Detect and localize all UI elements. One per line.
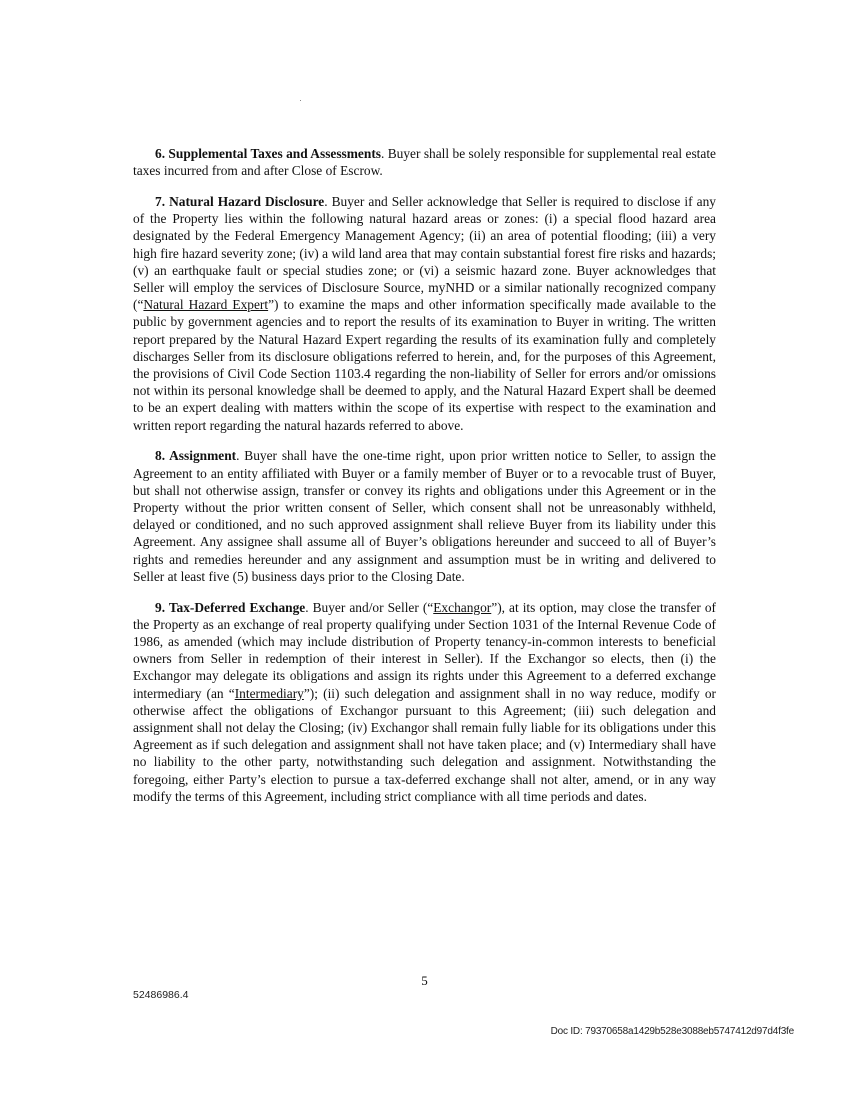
paragraph-text: . Buyer and Seller acknowledge that Seller is required to disclose if any of the Property lies within the following natural hazard areas or zones: (i) a special flood hazard area designated by the Federal Emergency Management Agency; (ii) an area of potential flooding; (iii) a very high fire hazard severity zone; (iv) a wild land area that may contain substantial forest fire risks and hazards; (v) an earthquake fault or special studies zone; or (vi) a seismic hazard zone. Buyer acknowledges that Seller will employ the services of Disclosure Source, myNHD or a similar nationally recognized company (“ bbox=[133, 194, 716, 313]
paragraph-text: . Buyer and/or Seller (“ bbox=[305, 599, 434, 615]
section-paragraph bbox=[133, 145, 716, 179]
defined-term: Exchangor bbox=[433, 599, 492, 615]
page-number: 5 bbox=[421, 973, 428, 988]
paragraph-text: . Buyer shall have the one-time right, upon prior written notice to Seller, to assign the Agreement to an entity affiliated with Buyer or a family member of Buyer or to a revocable trust of Buyer, but shall not otherwise assign, transfer or convey its rights and obligations under this Agreement or in the Property without the prior written consent of Seller, which consent shall not be unreasonably withheld, delayed or conditioned, and no such approved assignment shall relieve Buyer from its liability under this Agreement. Any assignee shall assume all of Buyer’s obligations hereunder and succeed to all of Buyer’s rights and remedies hereunder and any assignment and assumption must be in writing and delivered to Seller at least five (5) business days prior to the Closing Date. bbox=[133, 448, 716, 584]
section-heading: 8. Assignment bbox=[155, 448, 237, 464]
document-body bbox=[133, 145, 716, 819]
paragraph-text: ”); (ii) such delegation and assignment shall in no way reduce, modify or otherwise affect the obligations of Exchangor pursuant to this Agreement; (iii) such delegation and assignment shall not delay the Closing; (iv) Exchangor shall remain fully liable for its obligations under this Agreement as if such delegation and assignment shall not have taken place; and (v) Intermediary shall have no liability to the other party, notwithstanding such delegation and assignment. Notwithstanding the foregoing, either Party’s election to pursue a tax-deferred exchange shall not alter, amend, or in any way modify the terms of this Agreement, including strict compliance with all time periods and dates. bbox=[133, 685, 716, 804]
section-heading: 6. Supplemental Taxes and Assessments bbox=[155, 146, 381, 161]
section-paragraph bbox=[133, 599, 716, 805]
section-paragraph bbox=[133, 447, 716, 585]
paragraph-text: ”) to examine the maps and other information specifically made available to the public by government agencies and to report the results of its examination to Buyer in writing. The written report prepared by the Natural Hazard Expert regarding the results of its examination fully and completely discharges Seller from its disclosure obligations referred to herein, and, for the purposes of this Agreement, the provisions of Civil Code Section 1103.4 regarding the non-liability of Seller for errors and/or omissions not within its personal knowledge shall be deemed to apply, and the Natural Hazard Expert shall be deemed to be an expert dealing with matters within the scope of its expertise with respect to the examination and written report regarding the natural hazards referred to above. bbox=[133, 297, 716, 433]
section-heading: 9. Tax-Deferred Exchange bbox=[155, 599, 306, 615]
doc-id-stamp: Doc ID: 79370658a1429b528e3088eb5747412d97d4f3fe bbox=[550, 1026, 794, 1037]
section-heading: 7. Natural Hazard Disclosure bbox=[155, 194, 325, 209]
defined-term: Intermediary bbox=[234, 685, 304, 701]
scan-speck bbox=[300, 100, 301, 101]
section-paragraph bbox=[133, 193, 716, 434]
defined-term: Natural Hazard Expert bbox=[143, 297, 269, 313]
document-code: 52486986.4 bbox=[133, 989, 189, 1001]
paragraph-text: . Buyer shall be solely responsible for supplemental real estate taxes incurred from and after Close of Escrow. bbox=[133, 146, 716, 179]
paragraph-text: ”), at its option, may close the transfer of the Property as an exchange of real property qualifying under Section 1031 of the Internal Revenue Code of 1986, as amended (which may include distribution of Property tenancy-in-common interests to beneficial owners from Seller in redemption of their interest in Seller). If the Exchangor so elects, then (i) the Exchangor may delegate its obligations and assign its rights under this Agreement to a deferred exchange intermediary (an “ bbox=[133, 599, 717, 701]
